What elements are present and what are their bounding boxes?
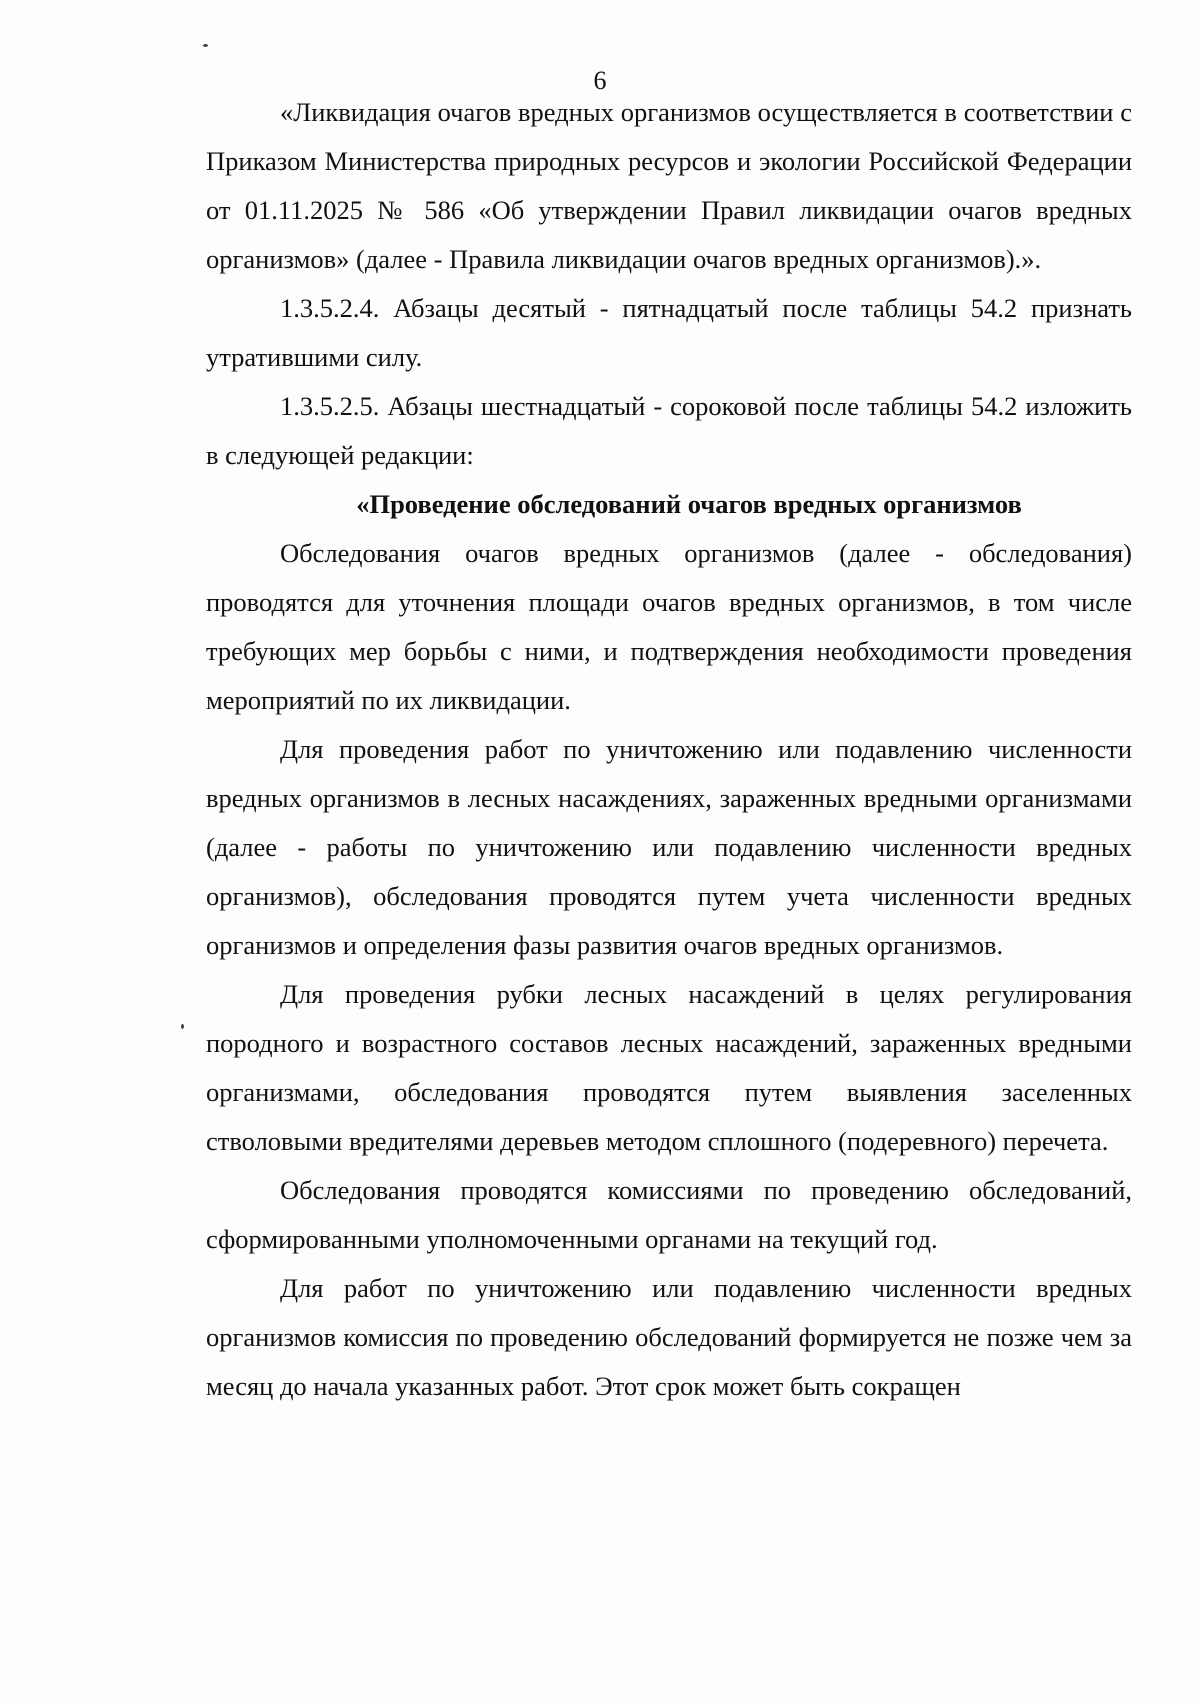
paragraph-1-3-5-2-4: 1.3.5.2.4. Абзацы десятый - пятнадцатый после таблицы 54.2 признать утратившими силу.: [206, 293, 1132, 372]
page-number: 6: [593, 66, 607, 95]
section-heading: «Проведение обследований очагов вредных организмов: [356, 489, 1022, 519]
paragraph-commission-timing: Для работ по уничтожению или подавлению численности вредных организмов комиссия по проведению обследований формируется не позже чем за месяц до начала указанных работ. Этот срок может быть сокращен: [206, 1273, 1132, 1401]
paragraph-1-3-5-2-5: 1.3.5.2.5. Абзацы шестнадцатый - сороковой после таблицы 54.2 изложить в следующей редакции:: [206, 391, 1132, 470]
paragraph-surveys-destruction: Для проведения работ по уничтожению или подавлению численности вредных организмов в лесных насаждениях, зараженных вредными организмами (далее - работы по уничтожению или подавлению численности вредных организмов), обследования проводятся путем учета численности вредных организмов и определения фазы развития очагов вредных организмов.: [206, 734, 1132, 960]
scan-speck: [181, 1024, 184, 1029]
paragraph-surveys-felling: Для проведения рубки лесных насаждений в целях регулирования породного и возрастного составов лесных насаждений, зараженных вредными организмами, обследования проводятся путем выявления заселенных стволовыми вредителями деревьев методом сплошного (подеревного) перечета.: [206, 979, 1132, 1156]
paragraph-liquidation: «Ликвидация очагов вредных организмов осуществляется в соответствии с Приказом Министерства природных ресурсов и экологии Российской Федерации от 01.11.2025 № 586 «Об утверждении Правил ликвидации очагов вредных организмов» (далее - Правила ликвидации очагов вредных организмов).».: [206, 97, 1132, 274]
document-body: [206, 88, 1132, 1411]
paragraph-commissions: Обследования проводятся комиссиями по проведению обследований, сформированными уполномоченными органами на текущий год.: [206, 1175, 1132, 1254]
paragraph-surveys-purpose: Обследования очагов вредных организмов (далее - обследования) проводятся для уточнения площади очагов вредных организмов, в том числе требующих мер борьбы с ними, и подтверждения необходимости проведения мероприятий по их ликвидации.: [206, 538, 1132, 715]
scan-speck: [203, 44, 208, 47]
